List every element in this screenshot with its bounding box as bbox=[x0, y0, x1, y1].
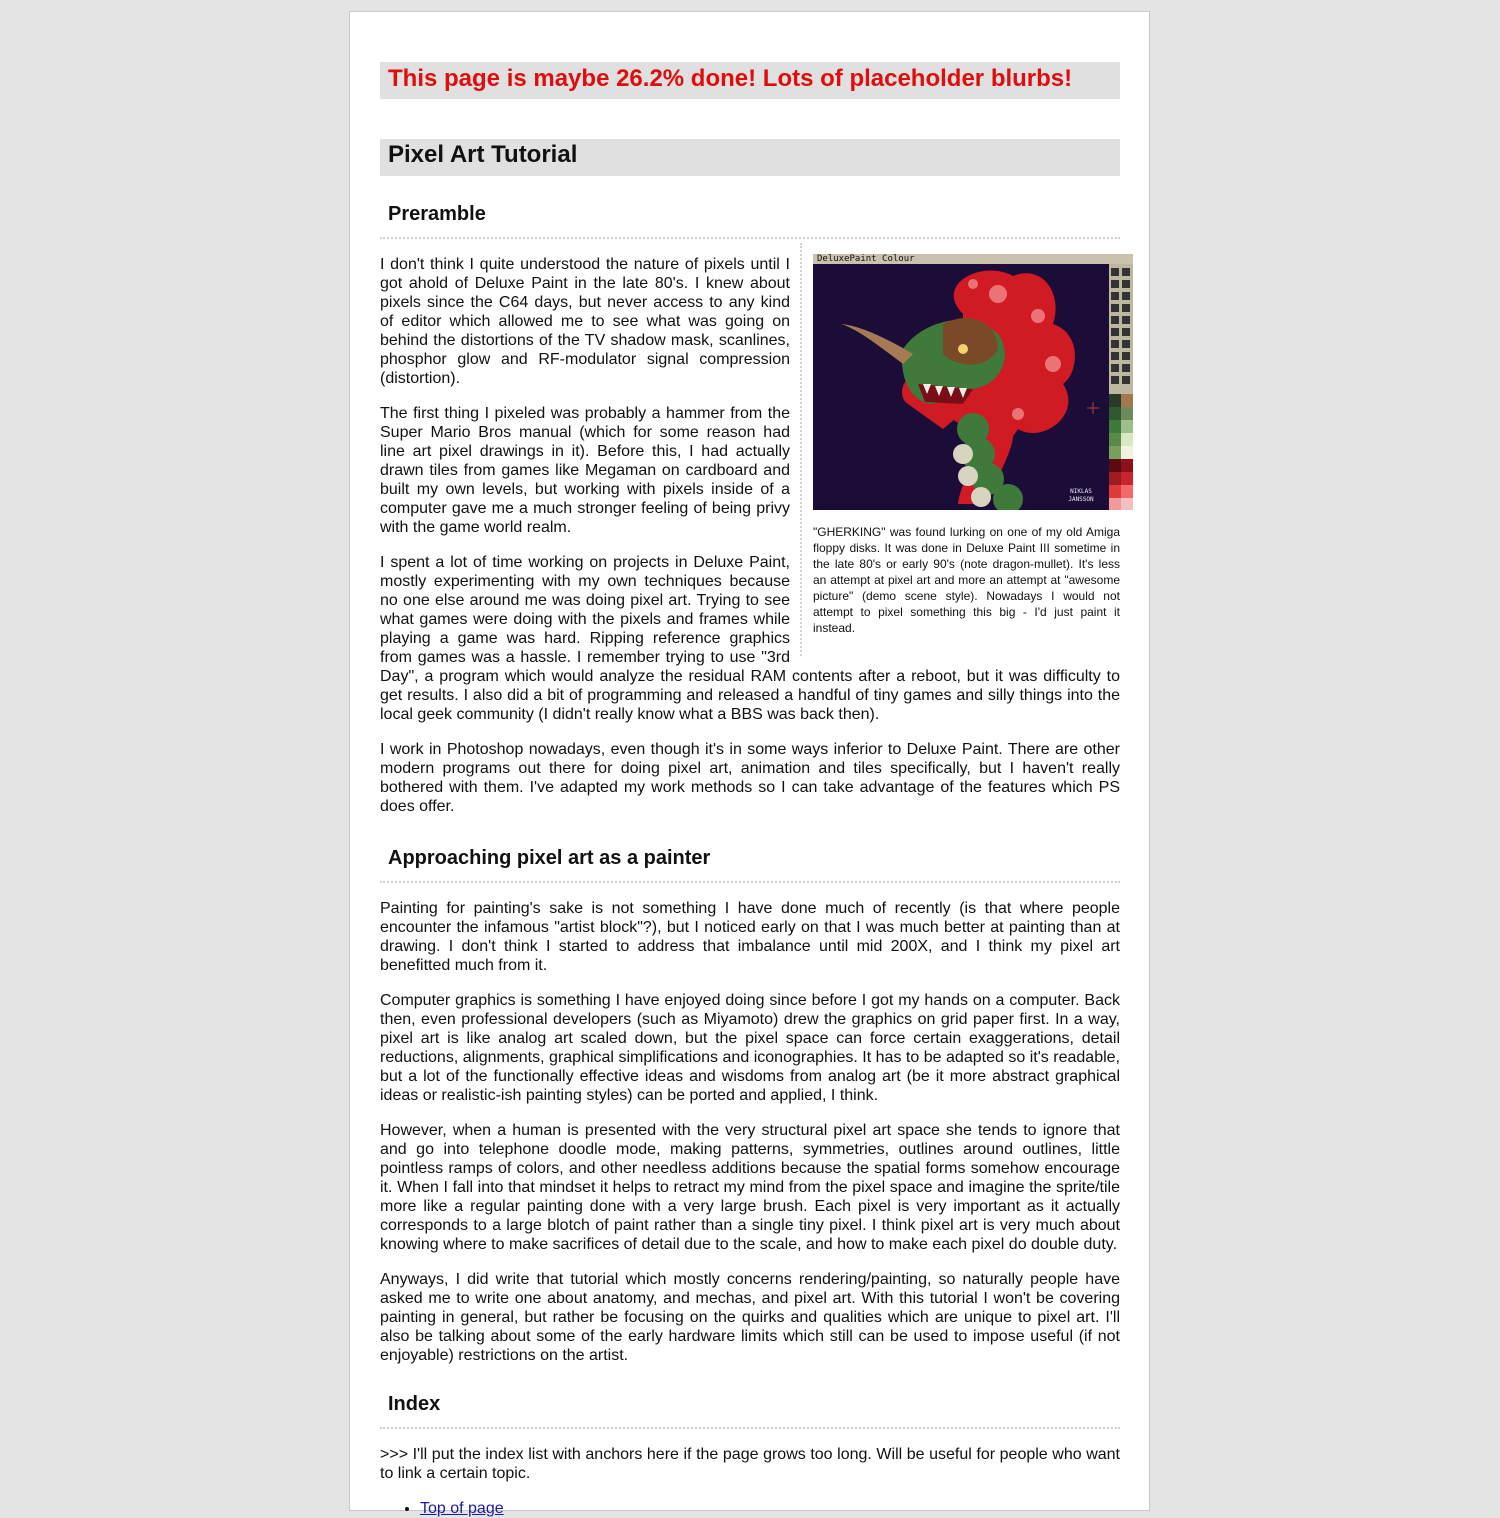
index-intro: >>> I'll put the index list with anchors here if the page grows too long. Will be useful for people who want to link a certain topic. bbox=[380, 1446, 1120, 1482]
gherking-figure bbox=[800, 243, 1120, 656]
deluxe-paint-screenshot bbox=[813, 254, 1133, 510]
toolbox-icons bbox=[1109, 264, 1133, 510]
section-heading-approach: Approaching pixel art as a painter bbox=[380, 846, 1120, 883]
approach-paragraph-1: Painting for painting's sake is not something I have done much of recently (is that where people encounter the infamous "artist block"?), but I noticed early on that I was much better at painting than at drawing. I don't think I started to address that imbalance until mid 200X, and I think my pixel art benefitted much from it. bbox=[380, 900, 1120, 974]
top-of-page-link[interactable]: Top of page bbox=[420, 1500, 504, 1517]
artist-signature bbox=[1057, 488, 1105, 504]
index-list bbox=[380, 1499, 1120, 1518]
signature-first-name: NIKLAS bbox=[1070, 488, 1092, 495]
preamble-paragraph-4: I work in Photoshop nowadays, even though it's in some ways inferior to Deluxe Paint. There are other modern programs out there for doing pixel art, animation and tiles specifically, but I haven't really bothered with them. I've adapted my work methods so I can take advantage of the features which PS does offer. bbox=[380, 741, 1120, 815]
deluxe-paint-toolbox bbox=[1109, 264, 1133, 510]
preamble-paragraph-3: I spent a lot of time working on projects in Deluxe Paint, mostly experimenting with my own techniques because no one else around me was doing pixel art. Trying to see what games were doing with the pixels and frames while playing a game was hard. Ripping reference graphics from games was a hassle. I remember trying to use "3rd Day", a program which would analyze the residual RAM contents after a reboot, but it was difficulty to get results. I also did a bit of programming and released a handful of tiny games and silly things into the local geek community (I didn't really know what a BBS was back then). bbox=[380, 554, 1120, 723]
deluxe-paint-title-bar: DeluxePaint Colour bbox=[813, 254, 1133, 264]
dragon-artwork bbox=[813, 254, 1133, 510]
section-heading-index: Index bbox=[380, 1392, 1120, 1429]
progress-notice: This page is maybe 26.2% done! Lots of placeholder blurbs! bbox=[380, 62, 1120, 99]
index-list-item bbox=[420, 1499, 1120, 1518]
page-container bbox=[349, 11, 1150, 1517]
figure-caption: "GHERKING" was found lurking on one of my old Amiga floppy disks. It was done in Deluxe Paint III sometime in the late 80's or early 90's (note dragon-mullet). It's less an attempt at pixel art and more an attempt at "awesome picture" (demo scene style). Nowadays I would not attempt to pixel something this big - I'd just paint it instead. bbox=[813, 525, 1120, 635]
section-heading-preamble: Preramble bbox=[380, 202, 1120, 239]
approach-paragraph-4: Anyways, I did write that tutorial which mostly concerns rendering/painting, so naturally people have asked me to write one about anatomy, and mechas, and pixel art. With this tutorial I won't be covering painting in general, but rather be focusing on the quirks and qualities which are unique to pixel art. I'll also be talking about some of the early hardware limits which still can be used to impose useful (if not enjoyable) restrictions on the artist. bbox=[380, 1271, 1120, 1364]
approach-paragraph-2: Computer graphics is something I have enjoyed doing since before I got my hands on a computer. Back then, even professional developers (such as Miyamoto) drew the graphics on grid paper first. In a way, pixel art is like analog art scaled down, but the pixel space can force certain exaggerations, detail reductions, alignments, graphical simplifications and iconographies. It has to be adapted so it's readable, but a lot of the functionally effective ideas and wisdoms from analog art (be it more abstract graphical ideas or realistic-ish painting styles) can be ported and applied, I think. bbox=[380, 992, 1120, 1104]
approach-paragraph-3: However, when a human is presented with the very structural pixel art space she tends to ignore that and go into telephone doodle mode, making patterns, symmetries, outlines around outlines, little pointless ramps of colors, and other needless additions because the spatial forms somehow encourage it. When I fall into that mindset it helps to retract my mind from the pixel space and imagine the sprite/tile more like a regular painting done with a very large brush. Each pixel is very important as it actually corresponds to a large blotch of paint rather than a single tiny pixel. I think pixel art is very much about knowing where to make sacrifices of detail due to the scale, and how to make each pixel do double duty. bbox=[380, 1122, 1120, 1253]
signature-last-name: JANSSON bbox=[1068, 496, 1094, 503]
preamble-paragraph-2: The first thing I pixeled was probably a hammer from the Super Mario Bros manual (which for some reason had line art pixel drawings in it). Before this, I had actually drawn tiles from games like Megaman on cardboard and built my own levels, but working with pixels inside of a computer gave me a much stronger feeling of being privy with the game world realm. bbox=[380, 405, 790, 536]
preamble-paragraph-1: I don't think I quite understood the nature of pixels until I got ahold of Deluxe Paint in the late 80's. I knew about pixels since the C64 days, but never access to any kind of editor which allowed me to see what was going on behind the distortions of the TV shadow mask, scanlines, phosphor glow and RF-modulator signal compression (distortion). bbox=[380, 256, 790, 387]
main-content bbox=[380, 62, 1120, 1518]
page-title: Pixel Art Tutorial bbox=[380, 139, 1120, 176]
